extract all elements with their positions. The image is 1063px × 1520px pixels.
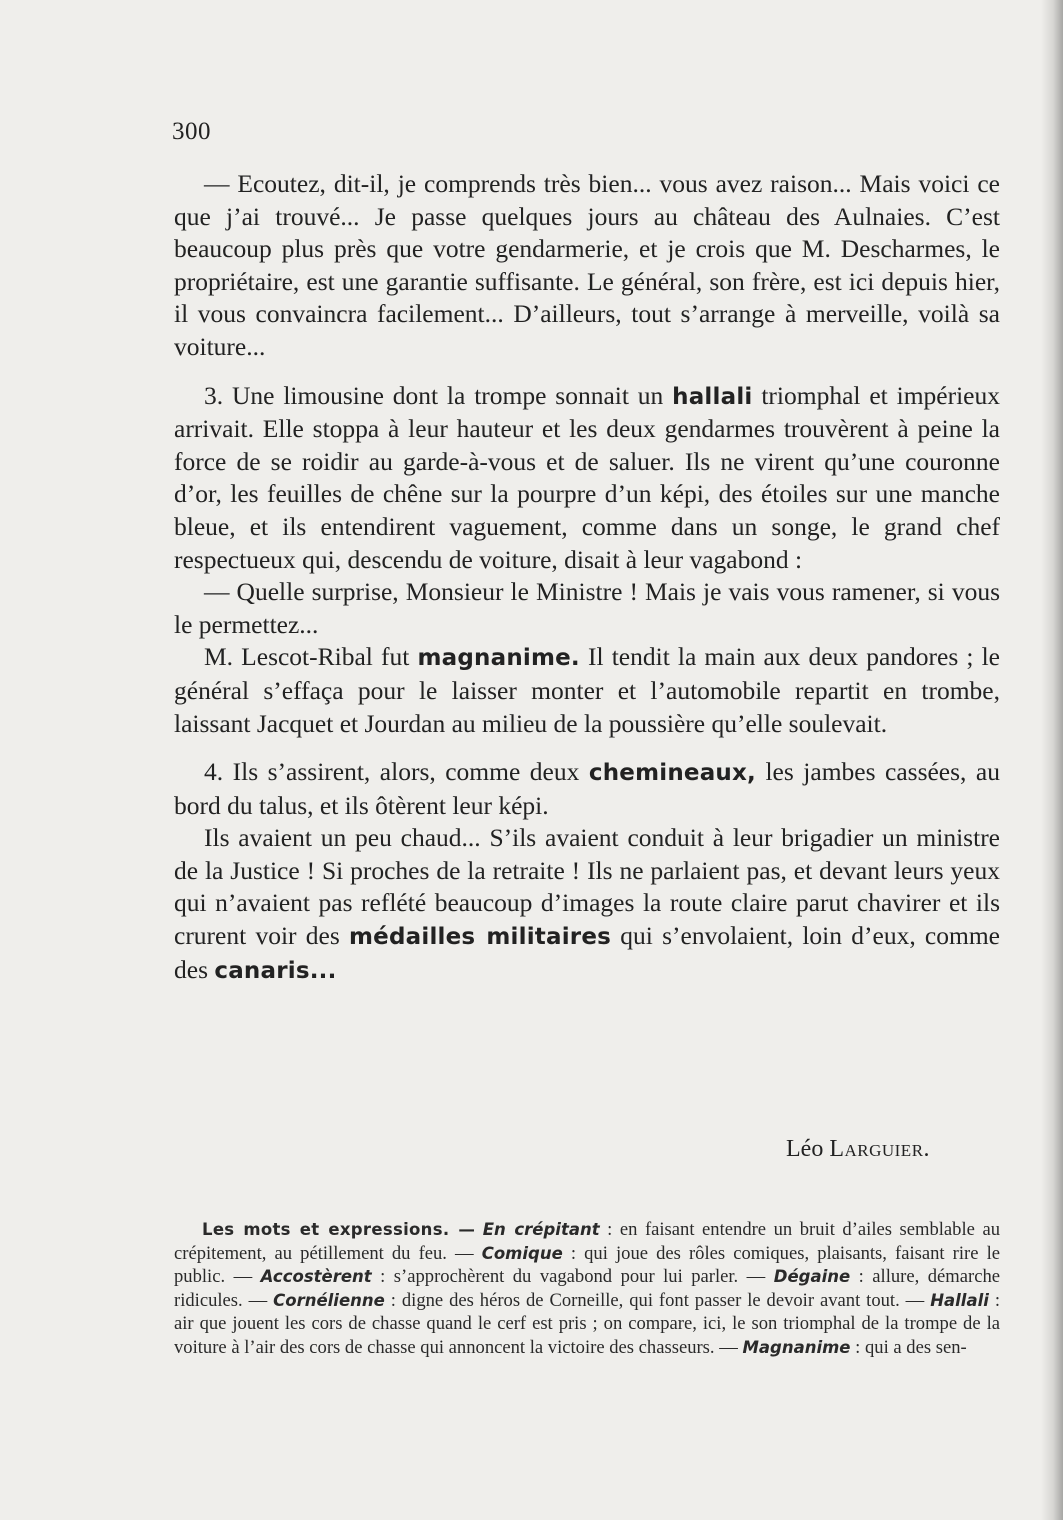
- note-term: Comique: [481, 1243, 563, 1263]
- bold-vocabulary-word: hallali: [672, 383, 753, 410]
- page-binding-shadow: [1041, 0, 1063, 1520]
- text-run: — Quelle surprise, Monsieur le Ministre ! Mais je vais vous ramener, si vous le permettez...: [174, 577, 1000, 639]
- note-definition: : en faisant entendre un bruit d’ailes semblable au crépitement, au pétillement du feu. —: [174, 1219, 1000, 1264]
- text-run: — Ecoutez, dit-il, je comprends très bien... vous avez raison... Mais voici ce que j’ai trouvé... Je passe quelques jours au château des Aulnaies. C’est beaucoup plus près que votre gendarmerie, et je crois que M. Descharmes, le propriétaire, est une garantie suffisante. Le général, son frère, est ici depuis hier, il vous convaincra facilement... D’ailleurs, tout s’arrange à merveille, voilà sa voiture...: [174, 169, 1000, 361]
- author-first-name: Léo: [786, 1136, 830, 1162]
- text-run: triomphal et impérieux arrivait. Elle stoppa à leur hauteur et les deux gendarmes trouvèrent à peine la force de se roidir au garde-à-vous et de saluer. Ils ne virent qu’une couronne d’or, les feuilles de chêne sur la pourpre d’un képi, des étoiles sur une manche bleue, et ils entendirent vaguement, comme dans un songe, le grand chef respectueux qui, descendu de voiture, disait à leur vagabond :: [174, 380, 1000, 574]
- author-last-name: Larguier.: [829, 1136, 931, 1162]
- text-run: 4. Ils s’assirent, alors, comme deux: [204, 757, 589, 787]
- bold-vocabulary-word: chemineaux,: [588, 760, 756, 787]
- note-term: Hallali: [930, 1290, 989, 1310]
- note-term: Cornélienne: [273, 1290, 385, 1310]
- text-run: Ils avaient un peu chaud... S’ils avaient conduit à leur brigadier un ministre de la Justice ! Si proches de la retraite ! Ils ne parlaient pas, et devant leurs yeux qui n’avaient pas reflété beaucoup d’images la route claire parut chavirer et ils crurent voir des: [174, 823, 1000, 951]
- text-paragraph: [174, 822, 1000, 987]
- bold-vocabulary-word: canaris...: [214, 957, 337, 984]
- note-definition: : qui a des sen-: [850, 1336, 967, 1358]
- notes-paragraph: [174, 1218, 1000, 1360]
- note-term: Accostèrent: [260, 1267, 372, 1287]
- text-paragraph: [174, 756, 1000, 822]
- bold-vocabulary-word: magnanime.: [417, 645, 580, 672]
- text-paragraph: [174, 380, 1000, 577]
- note-definition: : allure, démarche ridicules. —: [174, 1266, 1001, 1311]
- note-definition: : qui joue des rôles comiques, plaisants, faisant rire le public. —: [174, 1242, 1000, 1288]
- note-term: En crépitant: [482, 1220, 600, 1239]
- text-run: qui s’envolaient, loin d’eux, comme des: [174, 921, 1000, 984]
- note-term: Magnanime: [742, 1337, 851, 1357]
- note-definition: : s’approchèrent du vagabond pour lui parler. —: [371, 1266, 774, 1288]
- text-paragraph: [174, 576, 1000, 641]
- main-text: [174, 168, 1000, 987]
- author-signature: [786, 1136, 930, 1163]
- text-run: Il tendit la main aux deux pandores ; le général s’effaça pour le laisser monter et l’automobile repartit en trombe, laissant Jacquet et Jourdan au milieu de la poussière qu’elle soulevait.: [174, 642, 1000, 738]
- text-paragraph: [174, 641, 1000, 740]
- text-run: M. Lescot-Ribal fut: [204, 642, 418, 672]
- note-term: Dégaine: [773, 1267, 851, 1287]
- text-run: les jambes cassées, au bord du talus, et ils ôtèrent leur képi.: [174, 757, 1000, 820]
- notes-heading: Les mots et expressions. —: [202, 1220, 476, 1239]
- bold-vocabulary-word: médailles militaires: [349, 924, 612, 951]
- note-definition: : air que jouent les cors de chasse quand le cerf est pris ; on compare, ici, le son triomphal de la trompe de la voiture à l’air des cors de chasse qui annoncent la victoire des chasseurs. —: [174, 1289, 1000, 1358]
- note-definition: : digne des héros de Corneille, qui font passer le devoir avant tout. —: [384, 1289, 931, 1311]
- note-definition: [475, 1219, 483, 1240]
- vocabulary-notes: [174, 1218, 1000, 1360]
- page-number: 300: [172, 118, 211, 145]
- text-run: 3. Une limousine dont la trompe sonnait un: [204, 380, 673, 410]
- text-paragraph: [174, 168, 1000, 364]
